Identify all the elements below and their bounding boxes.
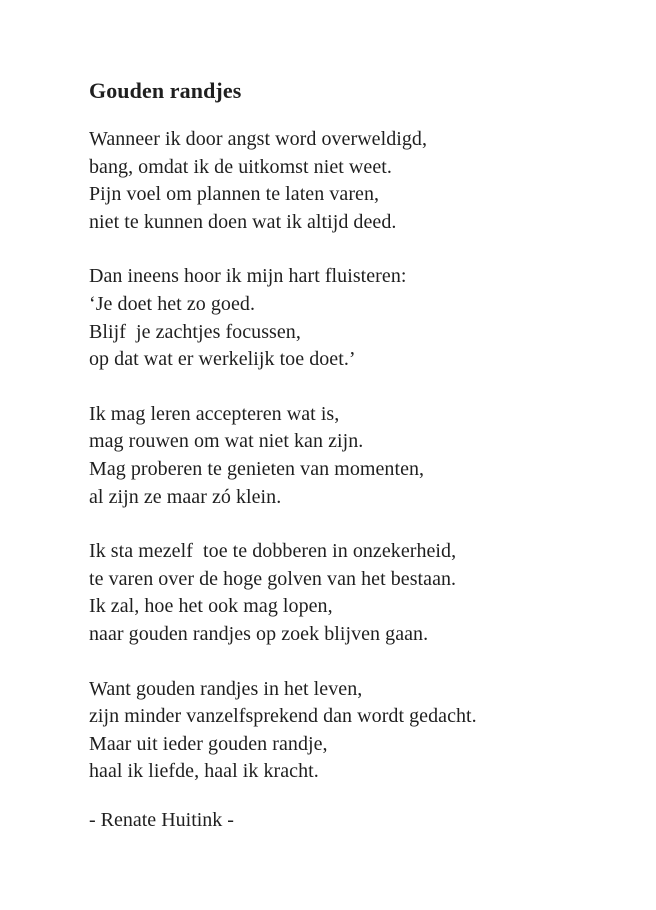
stanza-1 [89,126,629,236]
poem-line: Ik zal, hoe het ook mag lopen, [89,595,333,618]
poem-page [89,76,629,834]
poem-line: mag rouwen om wat niet kan zijn. [89,430,364,453]
poem-line: niet te kunnen doen wat ik altijd deed. [89,210,397,233]
stanza-5 [89,676,629,786]
poem-line: op dat wat er werkelijk toe doet.’ [89,348,356,371]
poem-line: Maar uit ieder gouden randje, [89,732,328,755]
poem-line: Wanneer ik door angst word overweldigd, [89,128,428,150]
stanza-2 [89,263,629,373]
poem-line: Pijn voel om plannen te laten varen, [89,183,380,206]
poem-line: al zijn ze maar zó klein. [89,485,282,508]
poem-title: Gouden randjes [89,78,242,103]
poem-line: ‘Je doet het zo goed. [89,292,255,315]
stanza-4 [89,538,629,648]
poem-line: haal ik liefde, haal ik kracht. [89,760,319,783]
poem-line: zijn minder vanzelfsprekend dan wordt gedacht. [89,705,477,728]
poem-line: Want gouden randjes in het leven, [89,677,363,700]
poem-line: Ik mag leren accepteren wat is, [89,402,340,425]
poem-line: naar gouden randjes op zoek blijven gaan. [89,622,429,645]
poem-line: bang, omdat ik de uitkomst niet weet. [89,155,392,178]
poem-line: Mag proberen te genieten van momenten, [89,457,425,480]
poem-line: te varen over de hoge golven van het bestaan. [89,567,457,590]
poem-line: Ik sta mezelf toe te dobberen in onzekerheid, [89,540,457,563]
poem-author: - Renate Huitink - [89,808,234,831]
poem-line: Blijf je zachtjes focussen, [89,320,301,343]
stanza-3 [89,401,629,511]
poem-line: Dan ineens hoor ik mijn hart fluisteren: [89,265,407,288]
